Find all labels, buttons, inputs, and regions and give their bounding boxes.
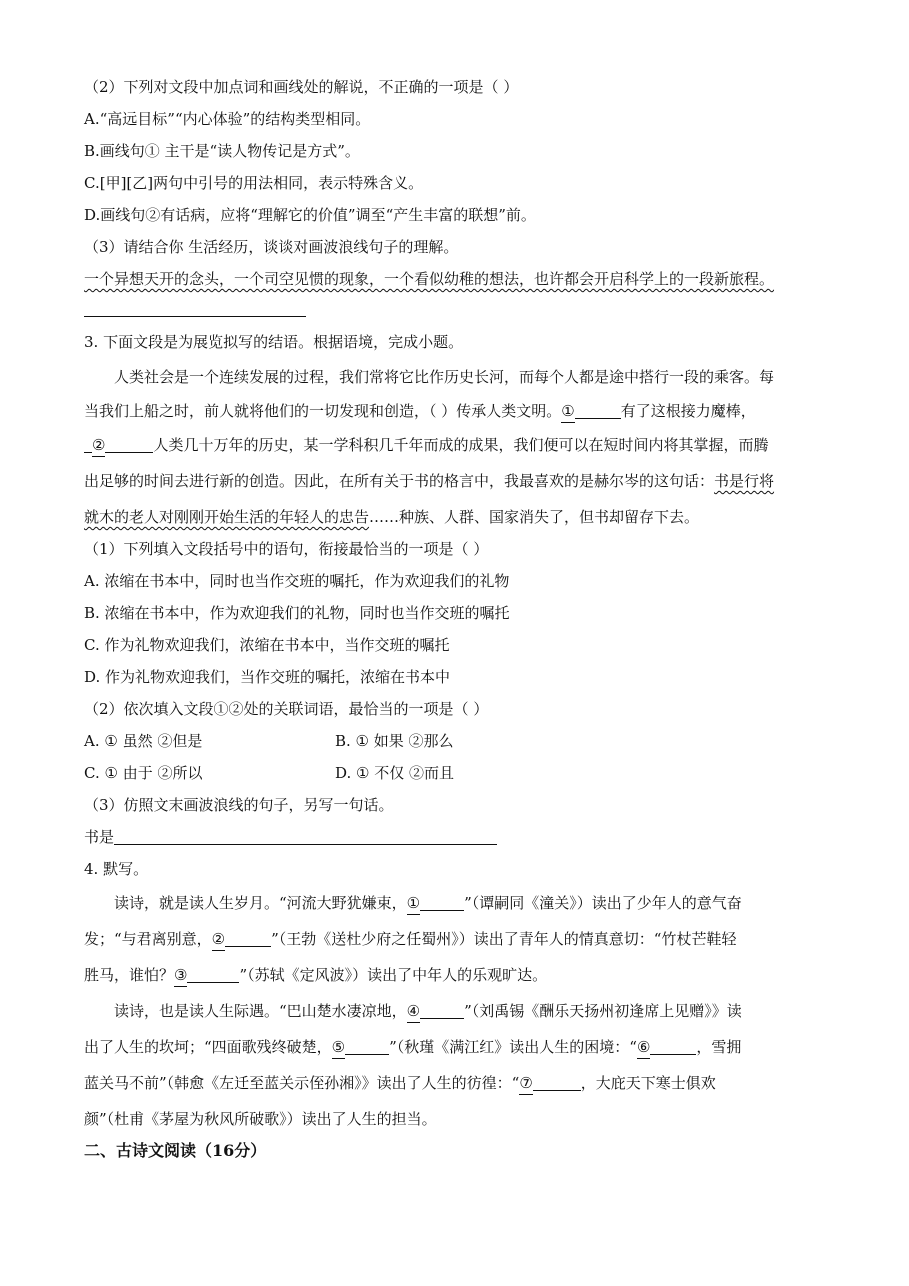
q4-line-7: 颜”（杜甫《茅屋为秋风所破歌》）读出了人生的担当。 [84,1110,437,1128]
q2-option-b: B.画线句① 主干是“读人物传记是方式”。 [84,142,360,160]
blank-mark-5: ⑤ [332,1036,345,1059]
fill-blank-3 [187,966,239,983]
q2-sub3-quote [84,268,774,290]
q3-sub3-stem: （3）仿照文末画波浪线的句子，另写一句话。 [84,796,394,814]
blank-mark-2: ② [212,928,225,951]
passage-text: ”（谭嗣同《潼关》）读出了少年人的意气奋 [464,894,742,912]
blank-mark-3: ③ [174,964,187,987]
fill-blank-4 [420,1002,464,1019]
q4-line-5 [84,1036,741,1059]
q4-line-3 [84,964,547,987]
q3-passage-line-4 [84,470,774,492]
passage-text: 出了人生的坎坷；“四面歌残终破楚， [84,1038,332,1056]
section-heading: 二、古诗文阅读（16分） [84,1141,267,1160]
q3-sub1-option-b: B. 浓缩在书本中，作为欢迎我们的礼物，同时也当作交班的嘱托 [84,604,510,622]
q2-option-d: D.画线句②有话病，应将“理解它的价值”调至“产生丰富的联想”前。 [84,206,536,224]
blank-mark-4: ④ [407,1000,420,1023]
blank-mark-6: ⑥ [637,1036,650,1059]
q4-line-2 [84,928,736,951]
q3-passage-line-3 [84,434,768,457]
passage-text: 出足够的时间去进行新的创造。因此，在所有关于书的格言中，我最喜欢的是赫尔岑的这句话： [84,472,715,490]
passage-text: 有了这根接力魔棒， [620,402,756,420]
answer-prefix: 书是 [84,828,115,846]
passage-text: 读诗，也是读人生际遇。“巴山楚水凄凉地， [114,1002,407,1020]
blank-mark-2: ② [92,434,105,457]
passage-text: 胜马，谁怕？ [84,966,175,984]
q3-passage-line-5 [84,506,699,528]
passage-text: 人类几十万年的历史，某一学科积几千年而成的成果，我们便可以在短时间内将其掌握，而腾 [153,436,769,454]
fill-blank-2 [105,436,153,453]
fill-blank-lead [84,436,92,453]
q3-sub2-option-c: C. ① 由于 ②所以 [84,764,203,782]
q3-title: 3. 下面文段是为展览拟写的结语。根据语境，完成小题。 [84,333,464,351]
q3-passage-line-2 [84,400,756,423]
q3-sub1-option-a: A. 浓缩在书本中，同时也当作交班的嘱托，作为欢迎我们的礼物 [84,572,510,590]
q3-passage-line-1: 人类社会是一个连续发展的过程，我们常将它比作历史长河，而每个人都是途中搭行一段的乘客。每 [114,368,775,386]
passage-text: ”（刘禹锡《酬乐天扬州初逢席上见赠》》读 [464,1002,742,1020]
q2-option-a: A.“高远目标”“内心体验”的结构类型相同。 [84,110,371,128]
blank-mark-7: ⑦ [519,1072,532,1095]
q2-sub2-stem: （2）下列对文段中加点词和画线处的解说，不正确的一项是（ ） [84,78,519,96]
fill-blank-5 [345,1038,389,1055]
q3-sub1-option-c: C. 作为礼物欢迎我们，浓缩在书本中，当作交班的嘱托 [84,636,450,654]
passage-text: ，雪拥 [696,1038,742,1056]
q3-sub1-option-d: D. 作为礼物欢迎我们，当作交班的嘱托，浓缩在书本中 [84,668,451,686]
passage-text: 读诗，就是读人生岁月。“河流大野犹嫌束， [114,894,407,912]
passage-text: ，大庇天下寒士俱欢 [580,1074,716,1092]
q3-sub1-stem: （1）下列填入文段括号中的语句，衔接最恰当的一项是（ ） [84,540,489,558]
fill-blank-1 [420,894,464,911]
passage-text: 当我们上船之时，前人就将他们的一切发现和创造，（ ）传承人类文明。 [84,402,562,420]
fill-blank-6 [650,1038,696,1055]
q4-line-1 [114,892,742,915]
blank-mark-1: ① [561,400,574,423]
q3-sub2-stem: （2）依次填入文段①②处的关联词语，最恰当的一项是（ ） [84,700,489,718]
q3-sub3-answer [84,826,497,848]
answer-blank [114,828,497,845]
q3-sub2-option-d: D. ① 不仅 ②而且 [335,764,455,782]
passage-text: 发；“与君离别意， [84,930,212,948]
passage-text: 蓝关马不前”（韩愈《左迁至蓝关示侄孙湘》》读出了人生的彷徨：“ [84,1074,520,1092]
q4-line-6 [84,1072,716,1095]
q3-sub2-option-a: A. ① 虽然 ②但是 [84,732,203,750]
blank-mark-1: ① [407,892,420,915]
q2-option-c: C.[甲][乙]两句中引号的用法相同，表示特殊含义。 [84,174,424,192]
passage-text: ……种族、人群、国家消失了，但书却留存下去。 [369,508,700,526]
fill-blank-7 [533,1074,581,1091]
q4-title: 4. 默写。 [84,860,149,878]
wavy-sentence: 书是行将 [714,472,775,490]
fill-blank-1 [575,402,621,419]
q4-line-4 [114,1000,742,1023]
q3-sub2-option-b: B. ① 如果 ②那么 [335,732,454,750]
passage-text: ”（王勃《送杜少府之任蜀州》）读出了青年人的情真意切：“竹杖芒鞋轻 [271,930,737,948]
passage-text: ”（苏轼《定风波》）读出了中年人的乐观旷达。 [239,966,548,984]
answer-line [84,316,306,317]
wavy-quote: 一个异想天开的念头，一个司空见惯的现象，一个看似幼稚的想法，也许都会开启科学上的一段新旅程。 [84,270,775,288]
wavy-sentence: 就木的老人对刚刚开始生活的年轻人的忠告 [84,508,370,526]
q2-sub3-stem: （3）请结合你 生活经历，谈谈对画波浪线句子的理解。 [84,238,459,256]
fill-blank-2 [225,930,271,947]
passage-text: ”（秋瑾《满江红》读出人生的困境：“ [389,1038,637,1056]
